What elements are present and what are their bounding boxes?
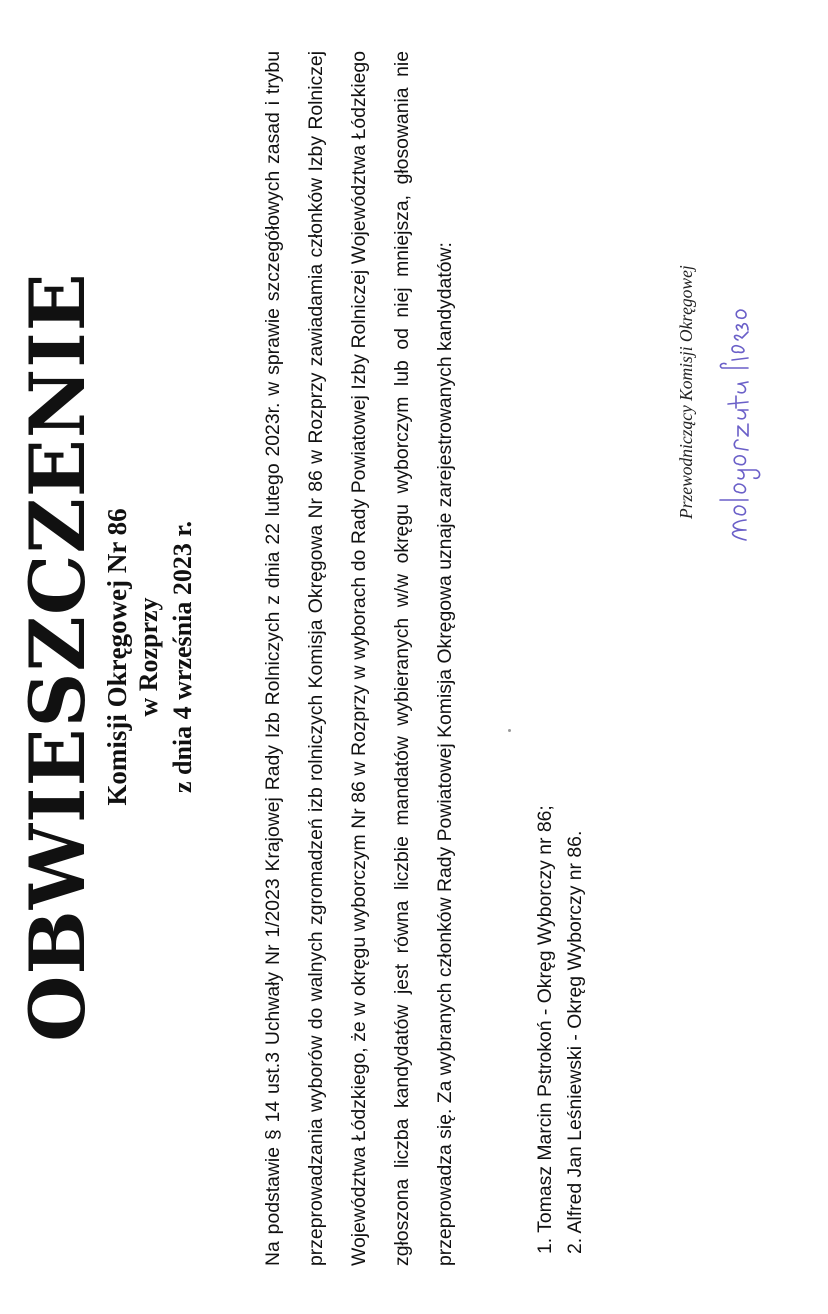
candidate-list bbox=[530, 805, 590, 1254]
handwritten-signature bbox=[708, 304, 764, 544]
announcement-title: OBWIESZCZENIE bbox=[13, 272, 102, 1042]
announcement-body: Na podstawie § 14 ust.3 Uchwały Nr 1/2023 Krajowej Rady Izb Rolniczych z dnia 22 lutego 2023r. w sprawie szczegółowych zasad i trybu przeprowadzania wyborów do walnych zgromadzeń izb rolniczych Komisja Okręgowa Nr 86 w Rozprzy zawiadamia członków Izby Rolniczej Województwa Łódzkiego, że w okręgu wyborczym Nr 86 w Rozprzy w wyborach do Rady Powiatowej Izby Rolniczej Województwa Łódzkiego zgłoszona liczba kandydatów jest równa liczbie mandatów wybieranych w/w okręgu wyborczym lub od niej mniejsza, głosowania nie przeprowadza się. Za wybranych członków Rady Powiatowej Komisja Okręgowa uznaje zarejestrowanych kandydatów: bbox=[262, 51, 456, 1266]
scan-speck bbox=[508, 729, 511, 732]
list-item: 2. Alfred Jan Leśniewski - Okręg Wyborczy nr 86. bbox=[564, 830, 586, 1254]
commission-location: w Rozprzy bbox=[134, 597, 163, 717]
announcement-date: z dnia 4 września 2023 r. bbox=[168, 520, 197, 794]
list-item: 1. Tomasz Marcin Pstrokoń - Okręg Wyborczy nr 86; bbox=[534, 805, 556, 1254]
commission-name: Komisji Okręgowej Nr 86 bbox=[102, 508, 132, 806]
signature-label: Przewodniczący Komisji Okręgowej bbox=[676, 265, 696, 519]
